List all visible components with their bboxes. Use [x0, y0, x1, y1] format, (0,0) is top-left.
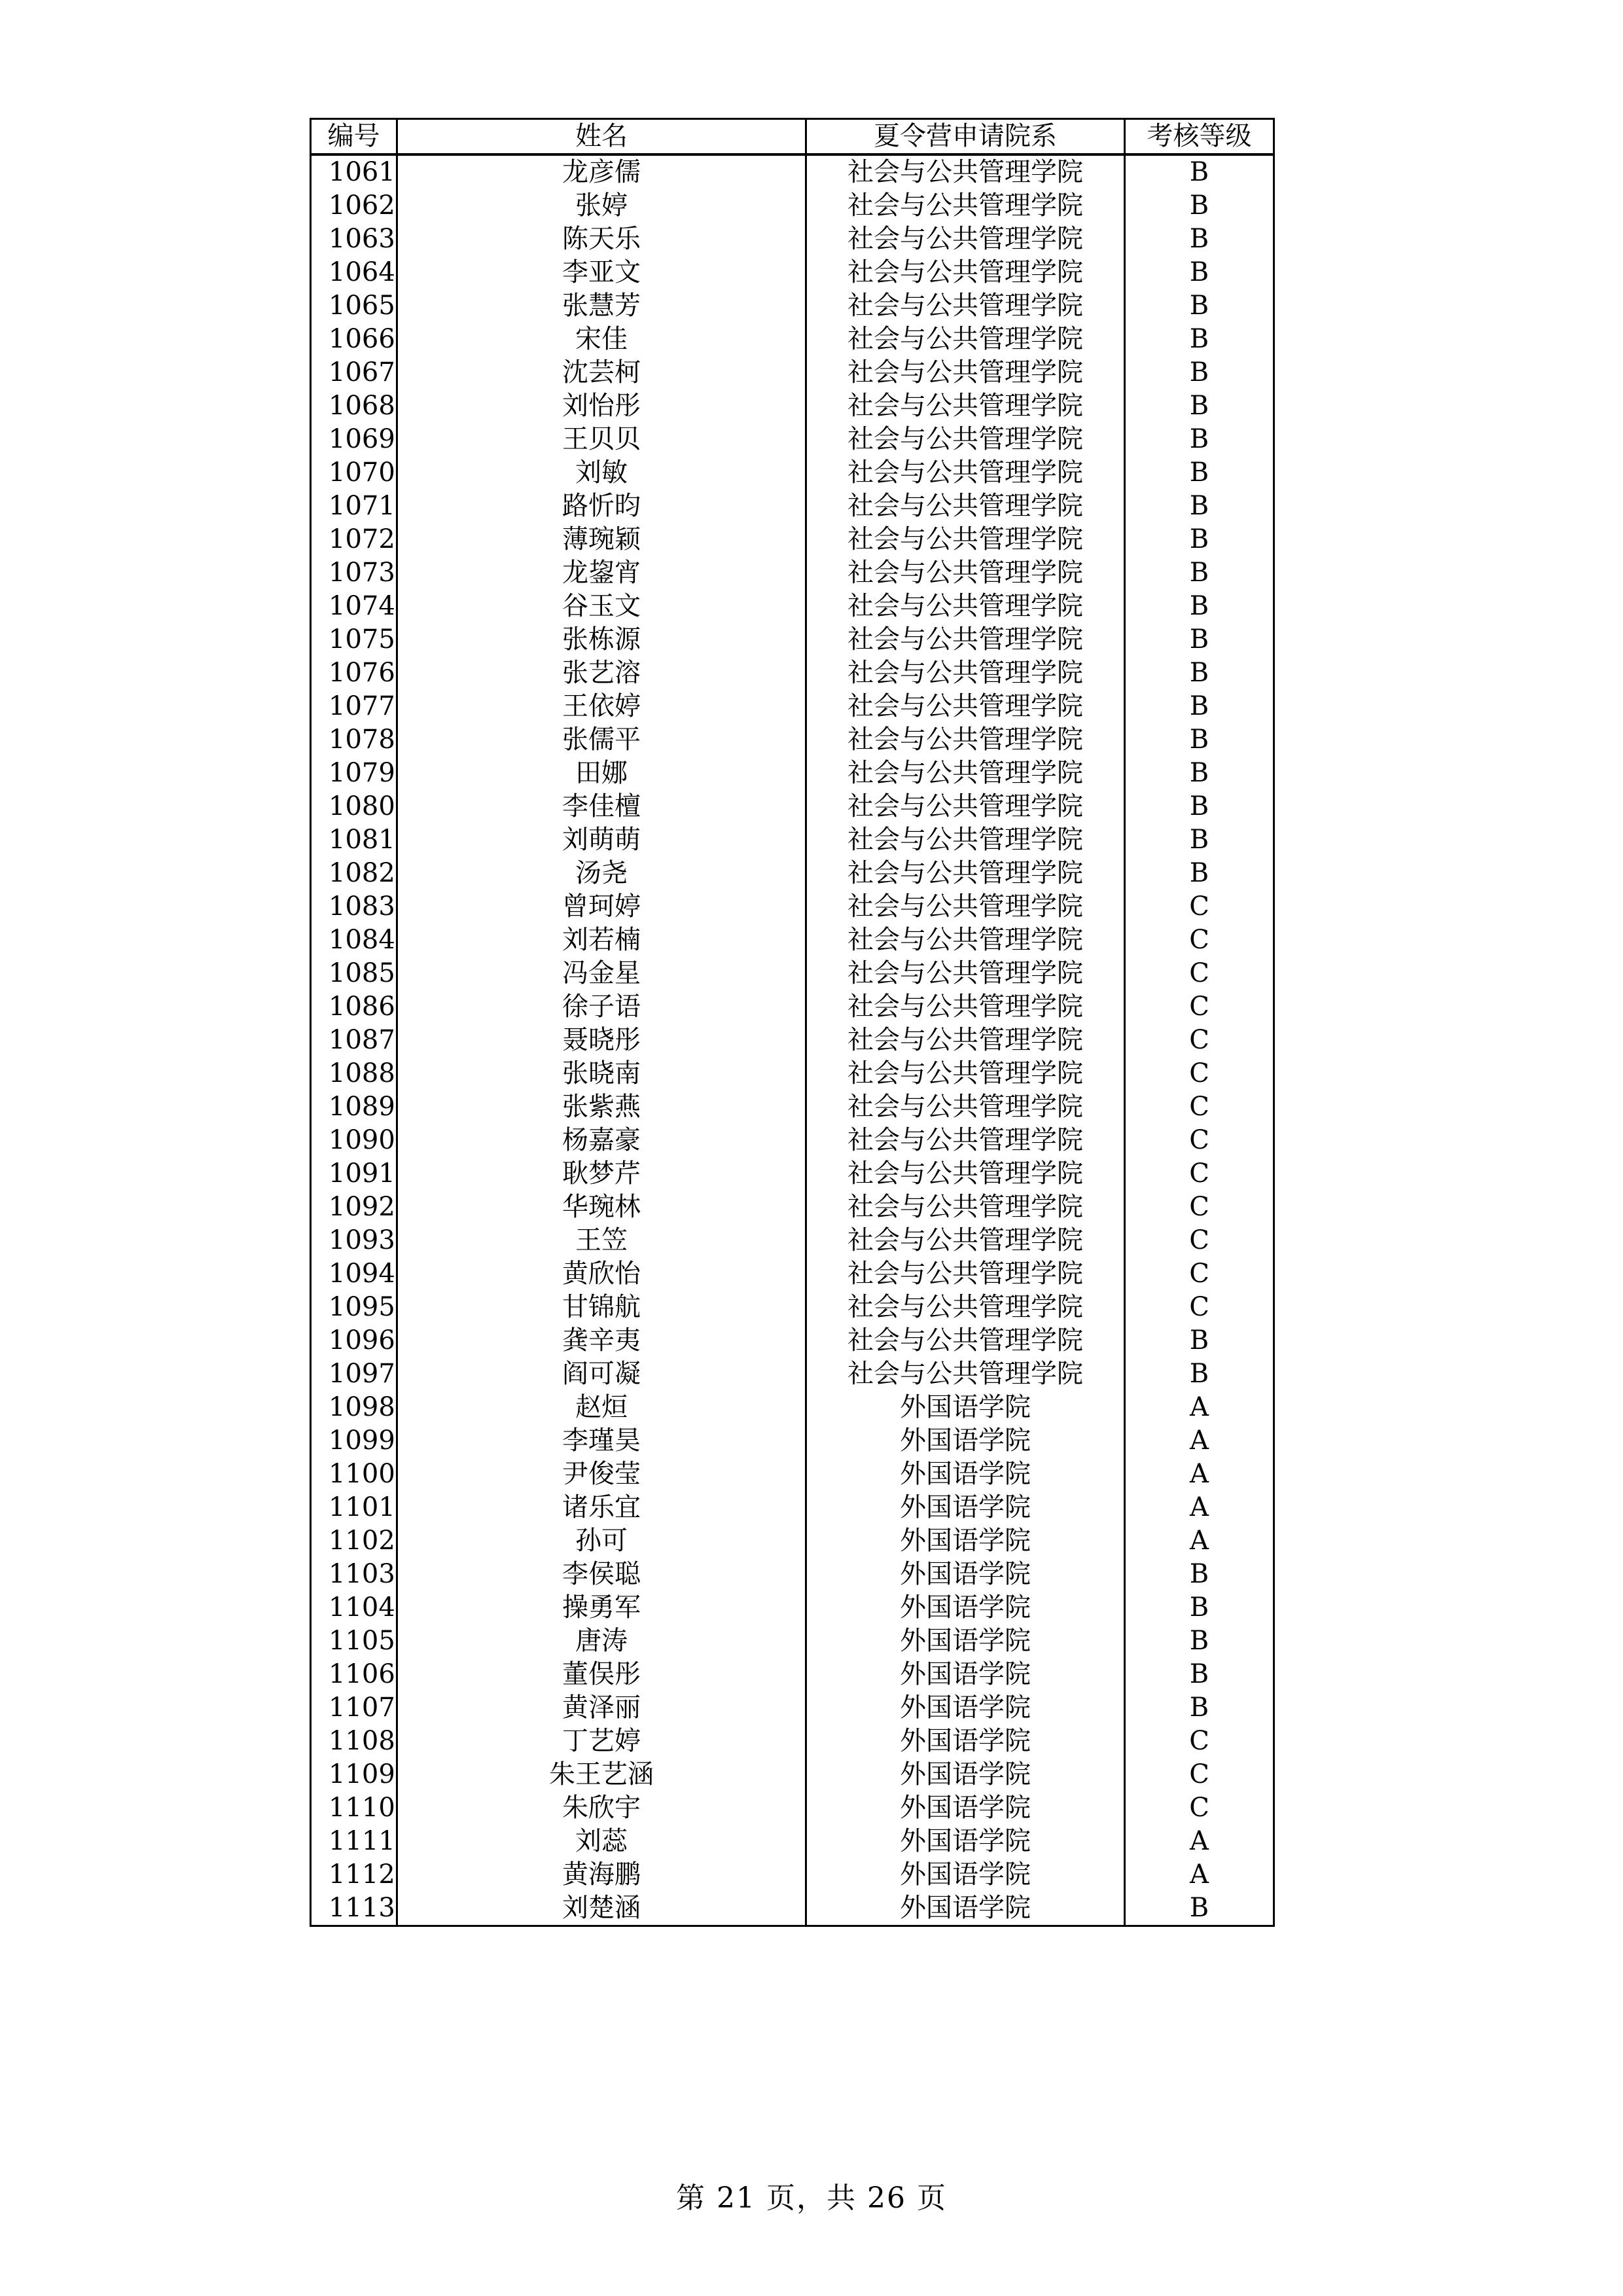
cell-name: 谷玉文 [397, 590, 806, 623]
cell-grade: B [1125, 423, 1274, 456]
cell-department: 社会与公共管理学院 [806, 690, 1125, 723]
cell-name: 冯金星 [397, 957, 806, 990]
table-row [311, 1791, 1274, 1825]
cell-id: 1080 [311, 790, 397, 823]
cell-name: 刘若楠 [397, 924, 806, 957]
table-row [311, 890, 1274, 924]
cell-id: 1091 [311, 1157, 397, 1191]
cell-id: 1078 [311, 723, 397, 757]
cell-name: 李侯聪 [397, 1558, 806, 1591]
table-row [311, 1157, 1274, 1191]
cell-name: 阎可凝 [397, 1357, 806, 1391]
cell-id: 1084 [311, 924, 397, 957]
cell-name: 张栋源 [397, 623, 806, 656]
table-row [311, 1324, 1274, 1357]
cell-id: 1079 [311, 757, 397, 790]
cell-department: 社会与公共管理学院 [806, 1257, 1125, 1291]
cell-id: 1072 [311, 523, 397, 556]
table-row [311, 1558, 1274, 1591]
cell-id: 1068 [311, 389, 397, 423]
table-row [311, 1124, 1274, 1157]
cell-grade: C [1125, 957, 1274, 990]
cell-department: 社会与公共管理学院 [806, 456, 1125, 490]
cell-grade: C [1125, 1725, 1274, 1758]
cell-grade: A [1125, 1825, 1274, 1858]
cell-grade: A [1125, 1524, 1274, 1558]
cell-name: 李亚文 [397, 256, 806, 289]
table-row [311, 957, 1274, 990]
cell-id: 1101 [311, 1491, 397, 1524]
cell-grade: B [1125, 356, 1274, 389]
cell-id: 1102 [311, 1524, 397, 1558]
table-body [311, 154, 1274, 1926]
cell-grade: C [1125, 1758, 1274, 1791]
results-table [310, 118, 1275, 1927]
cell-grade: B [1125, 1658, 1274, 1691]
cell-grade: B [1125, 389, 1274, 423]
cell-id: 1077 [311, 690, 397, 723]
cell-grade: C [1125, 1291, 1274, 1324]
cell-name: 唐涛 [397, 1624, 806, 1658]
cell-grade: A [1125, 1858, 1274, 1892]
cell-name: 黄欣怡 [397, 1257, 806, 1291]
cell-department: 社会与公共管理学院 [806, 1124, 1125, 1157]
cell-grade: B [1125, 757, 1274, 790]
cell-id: 1062 [311, 189, 397, 223]
table-row [311, 289, 1274, 323]
cell-grade: B [1125, 790, 1274, 823]
cell-grade: A [1125, 1458, 1274, 1491]
table-row [311, 990, 1274, 1024]
cell-grade: C [1125, 1090, 1274, 1124]
cell-grade: C [1125, 1057, 1274, 1090]
table-header [311, 119, 1274, 155]
cell-name: 路忻昀 [397, 490, 806, 523]
table-row [311, 1691, 1274, 1725]
table-row [311, 556, 1274, 590]
cell-name: 董俣彤 [397, 1658, 806, 1691]
cell-department: 外国语学院 [806, 1424, 1125, 1458]
cell-id: 1108 [311, 1725, 397, 1758]
table-row [311, 223, 1274, 256]
table-row [311, 857, 1274, 890]
cell-name: 华琬林 [397, 1191, 806, 1224]
cell-name: 王贝贝 [397, 423, 806, 456]
cell-grade: B [1125, 690, 1274, 723]
cell-id: 1075 [311, 623, 397, 656]
table-row [311, 690, 1274, 723]
cell-id: 1111 [311, 1825, 397, 1858]
header-grade: 考核等级 [1125, 119, 1274, 155]
cell-grade: B [1125, 1357, 1274, 1391]
cell-department: 外国语学院 [806, 1591, 1125, 1624]
cell-department: 社会与公共管理学院 [806, 990, 1125, 1024]
cell-name: 操勇军 [397, 1591, 806, 1624]
cell-department: 社会与公共管理学院 [806, 356, 1125, 389]
cell-id: 1094 [311, 1257, 397, 1291]
cell-name: 沈芸柯 [397, 356, 806, 389]
cell-department: 外国语学院 [806, 1391, 1125, 1424]
cell-department: 外国语学院 [806, 1791, 1125, 1825]
cell-name: 尹俊莹 [397, 1458, 806, 1491]
cell-grade: B [1125, 154, 1274, 189]
cell-id: 1106 [311, 1658, 397, 1691]
cell-id: 1097 [311, 1357, 397, 1391]
table-row [311, 1291, 1274, 1324]
table-row [311, 1892, 1274, 1926]
table-row [311, 1758, 1274, 1791]
table-row [311, 823, 1274, 857]
cell-grade: B [1125, 490, 1274, 523]
cell-name: 杨嘉豪 [397, 1124, 806, 1157]
cell-department: 社会与公共管理学院 [806, 1324, 1125, 1357]
cell-name: 耿梦芹 [397, 1157, 806, 1191]
cell-grade: B [1125, 1324, 1274, 1357]
cell-department: 社会与公共管理学院 [806, 1357, 1125, 1391]
cell-grade: B [1125, 523, 1274, 556]
cell-department: 社会与公共管理学院 [806, 189, 1125, 223]
cell-id: 1110 [311, 1791, 397, 1825]
cell-name: 丁艺婷 [397, 1725, 806, 1758]
table-row [311, 623, 1274, 656]
cell-name: 宋佳 [397, 323, 806, 356]
cell-department: 外国语学院 [806, 1491, 1125, 1524]
cell-id: 1103 [311, 1558, 397, 1591]
cell-grade: B [1125, 289, 1274, 323]
cell-id: 1109 [311, 1758, 397, 1791]
cell-department: 社会与公共管理学院 [806, 1057, 1125, 1090]
cell-department: 外国语学院 [806, 1758, 1125, 1791]
cell-department: 社会与公共管理学院 [806, 1157, 1125, 1191]
table-row [311, 1725, 1274, 1758]
table-row [311, 1024, 1274, 1057]
cell-grade: B [1125, 1558, 1274, 1591]
cell-id: 1087 [311, 1024, 397, 1057]
cell-grade: B [1125, 1591, 1274, 1624]
cell-department: 外国语学院 [806, 1725, 1125, 1758]
page-number-footer: 第 21 页，共 26 页 [676, 2181, 947, 2215]
cell-name: 刘敏 [397, 456, 806, 490]
header-name: 姓名 [397, 119, 806, 155]
cell-id: 1085 [311, 957, 397, 990]
table-row [311, 1858, 1274, 1892]
cell-id: 1098 [311, 1391, 397, 1424]
cell-grade: C [1125, 990, 1274, 1024]
cell-department: 社会与公共管理学院 [806, 757, 1125, 790]
cell-grade: B [1125, 590, 1274, 623]
cell-name: 李佳檀 [397, 790, 806, 823]
cell-grade: B [1125, 223, 1274, 256]
cell-id: 1113 [311, 1892, 397, 1926]
table-row [311, 1825, 1274, 1858]
cell-id: 1066 [311, 323, 397, 356]
cell-grade: A [1125, 1391, 1274, 1424]
cell-grade: C [1125, 890, 1274, 924]
table-row [311, 1224, 1274, 1257]
cell-name: 汤尧 [397, 857, 806, 890]
cell-grade: B [1125, 256, 1274, 289]
cell-name: 张晓南 [397, 1057, 806, 1090]
cell-name: 田娜 [397, 757, 806, 790]
table-row [311, 590, 1274, 623]
cell-id: 1083 [311, 890, 397, 924]
cell-grade: B [1125, 656, 1274, 690]
cell-name: 李瑾昊 [397, 1424, 806, 1458]
cell-department: 外国语学院 [806, 1658, 1125, 1691]
cell-id: 1081 [311, 823, 397, 857]
cell-department: 社会与公共管理学院 [806, 523, 1125, 556]
cell-department: 社会与公共管理学院 [806, 1224, 1125, 1257]
cell-grade: B [1125, 1691, 1274, 1725]
table-row [311, 456, 1274, 490]
cell-grade: B [1125, 857, 1274, 890]
cell-id: 1076 [311, 656, 397, 690]
table-row [311, 256, 1274, 289]
table-row [311, 1191, 1274, 1224]
table-row [311, 1491, 1274, 1524]
cell-id: 1082 [311, 857, 397, 890]
cell-name: 王笠 [397, 1224, 806, 1257]
cell-department: 社会与公共管理学院 [806, 957, 1125, 990]
cell-id: 1090 [311, 1124, 397, 1157]
cell-name: 龚辛夷 [397, 1324, 806, 1357]
table-row [311, 656, 1274, 690]
cell-name: 张慧芳 [397, 289, 806, 323]
cell-department: 外国语学院 [806, 1892, 1125, 1926]
cell-id: 1112 [311, 1858, 397, 1892]
cell-id: 1092 [311, 1191, 397, 1224]
cell-id: 1073 [311, 556, 397, 590]
cell-grade: C [1125, 1191, 1274, 1224]
cell-department: 社会与公共管理学院 [806, 556, 1125, 590]
cell-department: 外国语学院 [806, 1825, 1125, 1858]
table-row [311, 790, 1274, 823]
cell-grade: B [1125, 723, 1274, 757]
table-row [311, 189, 1274, 223]
cell-name: 刘怡彤 [397, 389, 806, 423]
cell-name: 王依婷 [397, 690, 806, 723]
cell-grade: C [1125, 1224, 1274, 1257]
cell-department: 社会与公共管理学院 [806, 1090, 1125, 1124]
cell-id: 1063 [311, 223, 397, 256]
table-row [311, 757, 1274, 790]
cell-name: 张婷 [397, 189, 806, 223]
cell-id: 1061 [311, 154, 397, 189]
table-row [311, 323, 1274, 356]
table-row [311, 1357, 1274, 1391]
cell-name: 诸乐宜 [397, 1491, 806, 1524]
table-row [311, 389, 1274, 423]
cell-id: 1095 [311, 1291, 397, 1324]
header-id: 编号 [311, 119, 397, 155]
cell-id: 1088 [311, 1057, 397, 1090]
cell-grade: B [1125, 1624, 1274, 1658]
cell-name: 龙鋆宵 [397, 556, 806, 590]
cell-id: 1064 [311, 256, 397, 289]
cell-department: 外国语学院 [806, 1858, 1125, 1892]
cell-department: 社会与公共管理学院 [806, 656, 1125, 690]
cell-id: 1086 [311, 990, 397, 1024]
cell-department: 社会与公共管理学院 [806, 924, 1125, 957]
cell-department: 社会与公共管理学院 [806, 256, 1125, 289]
table-row [311, 1624, 1274, 1658]
cell-department: 社会与公共管理学院 [806, 490, 1125, 523]
cell-id: 1107 [311, 1691, 397, 1725]
cell-name: 孙可 [397, 1524, 806, 1558]
cell-department: 社会与公共管理学院 [806, 623, 1125, 656]
cell-department: 社会与公共管理学院 [806, 857, 1125, 890]
cell-grade: B [1125, 623, 1274, 656]
cell-name: 聂晓彤 [397, 1024, 806, 1057]
cell-department: 社会与公共管理学院 [806, 389, 1125, 423]
cell-grade: B [1125, 823, 1274, 857]
table-row [311, 924, 1274, 957]
cell-grade: C [1125, 1791, 1274, 1825]
cell-grade: B [1125, 189, 1274, 223]
table-row [311, 1090, 1274, 1124]
cell-department: 社会与公共管理学院 [806, 1191, 1125, 1224]
cell-department: 社会与公共管理学院 [806, 1291, 1125, 1324]
table-row [311, 1424, 1274, 1458]
cell-name: 黄海鹏 [397, 1858, 806, 1892]
cell-department: 外国语学院 [806, 1458, 1125, 1491]
cell-id: 1104 [311, 1591, 397, 1624]
cell-id: 1099 [311, 1424, 397, 1458]
table-row [311, 1391, 1274, 1424]
cell-name: 张儒平 [397, 723, 806, 757]
cell-department: 社会与公共管理学院 [806, 590, 1125, 623]
cell-grade: B [1125, 556, 1274, 590]
cell-name: 陈天乐 [397, 223, 806, 256]
cell-department: 外国语学院 [806, 1691, 1125, 1725]
cell-name: 刘蕊 [397, 1825, 806, 1858]
cell-department: 外国语学院 [806, 1624, 1125, 1658]
cell-department: 社会与公共管理学院 [806, 1024, 1125, 1057]
table-row [311, 1257, 1274, 1291]
cell-id: 1071 [311, 490, 397, 523]
cell-grade: B [1125, 456, 1274, 490]
cell-department: 社会与公共管理学院 [806, 790, 1125, 823]
table-row [311, 1458, 1274, 1491]
cell-grade: A [1125, 1491, 1274, 1524]
cell-department: 外国语学院 [806, 1524, 1125, 1558]
cell-grade: C [1125, 1124, 1274, 1157]
cell-id: 1100 [311, 1458, 397, 1491]
header-row [311, 119, 1274, 155]
header-department: 夏令营申请院系 [806, 119, 1125, 155]
table-row [311, 423, 1274, 456]
cell-id: 1069 [311, 423, 397, 456]
cell-grade: B [1125, 323, 1274, 356]
cell-name: 徐子语 [397, 990, 806, 1024]
cell-department: 社会与公共管理学院 [806, 323, 1125, 356]
cell-department: 社会与公共管理学院 [806, 723, 1125, 757]
cell-name: 朱欣宇 [397, 1791, 806, 1825]
cell-id: 1070 [311, 456, 397, 490]
cell-name: 黄泽丽 [397, 1691, 806, 1725]
cell-department: 社会与公共管理学院 [806, 423, 1125, 456]
cell-name: 朱王艺涵 [397, 1758, 806, 1791]
cell-name: 刘楚涵 [397, 1892, 806, 1926]
table-row [311, 1057, 1274, 1090]
cell-department: 社会与公共管理学院 [806, 823, 1125, 857]
cell-id: 1105 [311, 1624, 397, 1658]
cell-grade: C [1125, 1257, 1274, 1291]
cell-name: 张紫燕 [397, 1090, 806, 1124]
cell-department: 外国语学院 [806, 1558, 1125, 1591]
cell-name: 曾珂婷 [397, 890, 806, 924]
cell-grade: C [1125, 1024, 1274, 1057]
cell-name: 张艺溶 [397, 656, 806, 690]
table-row [311, 154, 1274, 189]
cell-name: 薄琬颖 [397, 523, 806, 556]
table-row [311, 723, 1274, 757]
cell-id: 1074 [311, 590, 397, 623]
table-row [311, 523, 1274, 556]
cell-name: 龙彦儒 [397, 154, 806, 189]
cell-grade: C [1125, 924, 1274, 957]
table-row [311, 1591, 1274, 1624]
cell-id: 1065 [311, 289, 397, 323]
cell-grade: C [1125, 1157, 1274, 1191]
cell-grade: A [1125, 1424, 1274, 1458]
cell-id: 1093 [311, 1224, 397, 1257]
table-row [311, 1524, 1274, 1558]
cell-name: 刘萌萌 [397, 823, 806, 857]
cell-name: 赵烜 [397, 1391, 806, 1424]
cell-department: 社会与公共管理学院 [806, 289, 1125, 323]
cell-name: 甘锦航 [397, 1291, 806, 1324]
cell-id: 1089 [311, 1090, 397, 1124]
cell-department: 社会与公共管理学院 [806, 223, 1125, 256]
cell-department: 社会与公共管理学院 [806, 154, 1125, 189]
table-row [311, 1658, 1274, 1691]
cell-department: 社会与公共管理学院 [806, 890, 1125, 924]
cell-id: 1096 [311, 1324, 397, 1357]
cell-id: 1067 [311, 356, 397, 389]
table-row [311, 490, 1274, 523]
table-row [311, 356, 1274, 389]
cell-grade: B [1125, 1892, 1274, 1926]
